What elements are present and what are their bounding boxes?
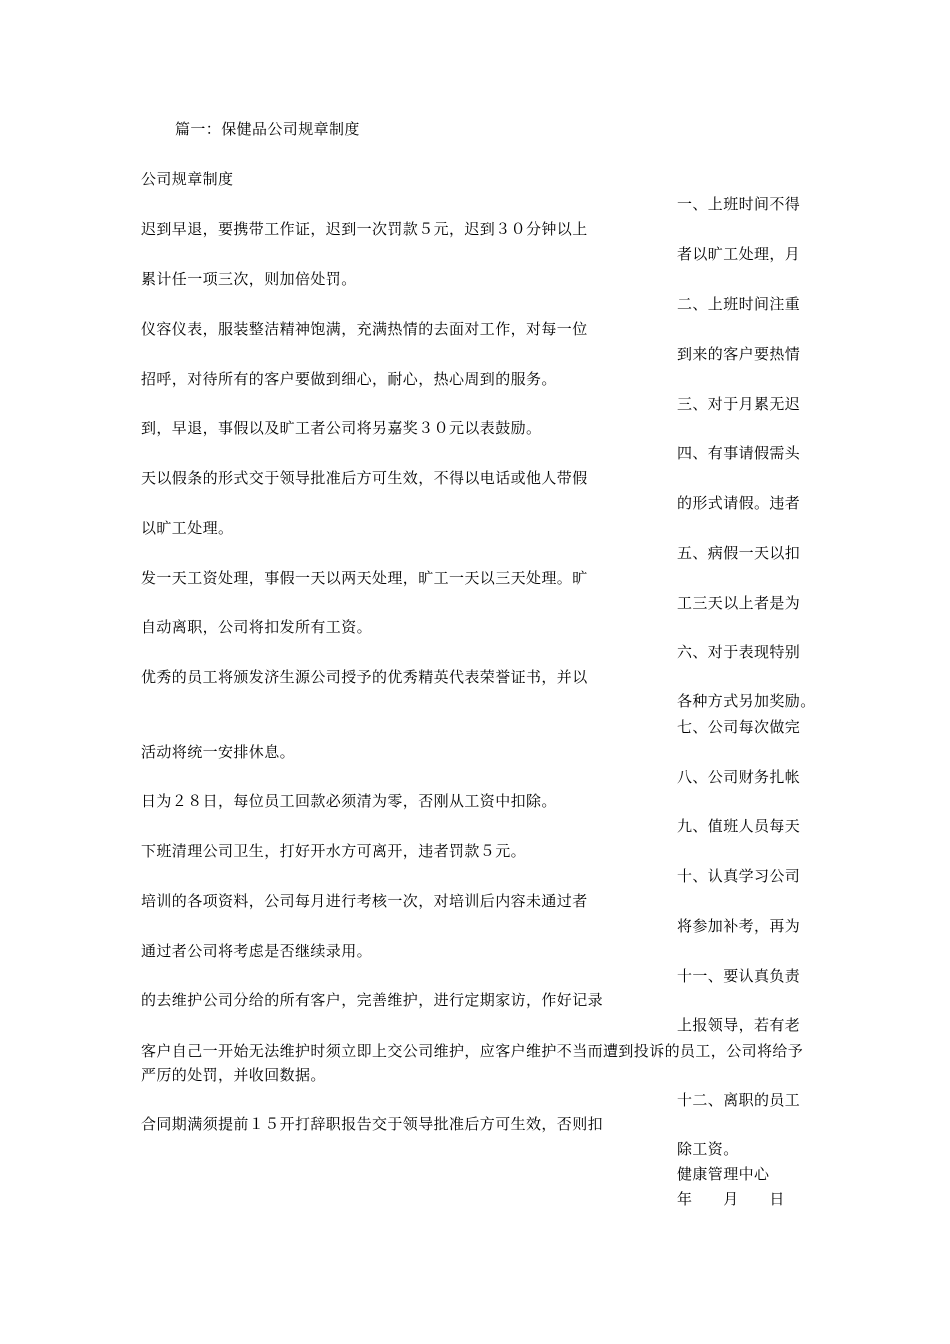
body-line: 招呼，对待所有的客户要做到细心，耐心，热心周到的服务。 bbox=[141, 370, 557, 388]
rule-line: 二、上班时间注重 bbox=[677, 295, 801, 313]
signature-date: 年 月 日 bbox=[677, 1190, 785, 1208]
body-line: 累计任一项三次，则加倍处罚。 bbox=[141, 270, 357, 288]
body-line: 自动离职，公司将扣发所有工资。 bbox=[141, 618, 373, 636]
body-line: 下班清理公司卫生，打好开水方可离开，违者罚款５元。 bbox=[141, 842, 527, 860]
body-line: 发一天工资处理，事假一天以两天处理，旷工一天以三天处理。旷 bbox=[141, 569, 588, 587]
rule-line: 除工资。 bbox=[677, 1140, 739, 1158]
rule-line: 四、有事请假需头 bbox=[677, 444, 801, 462]
rule-line: 三、对于月累无迟 bbox=[677, 395, 801, 413]
body-line: 仪容仪表，服装整洁精神饱满，充满热情的去面对工作，对每一位 bbox=[141, 320, 588, 338]
body-line: 的去维护公司分给的所有客户，完善维护，进行定期家访，作好记录 bbox=[141, 991, 604, 1009]
body-paragraph: 客户自己一开始无法维护时须立即上交公司维护，应客户维护不当而遭到投诉的员工，公司将给予严厉的处罚，并收回数据。 bbox=[141, 1042, 804, 1084]
body-line: 到，早退，事假以及旷工者公司将另嘉奖３０元以表鼓励。 bbox=[141, 419, 542, 437]
body-line: 迟到早退，要携带工作证，迟到一次罚款５元，迟到３０分钟以上 bbox=[141, 220, 588, 238]
rule-line: 十、认真学习公司 bbox=[677, 867, 801, 885]
rule-line: 上报领导，若有老 bbox=[677, 1016, 801, 1034]
signature-org: 健康管理中心 bbox=[677, 1165, 770, 1183]
rule-line: 七、公司每次做完 bbox=[677, 718, 801, 736]
body-line: 日为２８日，每位员工回款必须清为零，否刚从工资中扣除。 bbox=[141, 792, 557, 810]
body-line: 培训的各项资料，公司每月进行考核一次，对培训后内容未通过者 bbox=[141, 892, 588, 910]
document-heading: 篇一：保健品公司规章制度 bbox=[175, 120, 360, 138]
rule-line: 者以旷工处理，月 bbox=[677, 245, 801, 263]
rule-line: 工三天以上者是为 bbox=[677, 594, 801, 612]
rule-line: 十二、离职的员工 bbox=[677, 1091, 801, 1109]
rule-line: 五、病假一天以扣 bbox=[677, 544, 801, 562]
rule-line: 一、上班时间不得 bbox=[677, 195, 801, 213]
rule-line: 的形式请假。违者 bbox=[677, 494, 801, 512]
body-line: 活动将统一安排休息。 bbox=[141, 743, 296, 761]
body-line: 天以假条的形式交于领导批准后方可生效，不得以电话或他人带假 bbox=[141, 469, 588, 487]
document-subtitle: 公司规章制度 bbox=[141, 170, 234, 188]
rule-line: 将参加补考，再为 bbox=[677, 917, 801, 935]
rule-line: 六、对于表现特别 bbox=[677, 643, 801, 661]
body-line: 通过者公司将考虑是否继续录用。 bbox=[141, 942, 373, 960]
body-line: 优秀的员工将颁发济生源公司授予的优秀精英代表荣誉证书，并以 bbox=[141, 668, 588, 686]
rule-line: 十一、要认真负责 bbox=[677, 967, 801, 985]
rule-line: 到来的客户要热情 bbox=[677, 345, 801, 363]
body-line: 合同期满须提前１５开打辞职报告交于领导批准后方可生效，否则扣 bbox=[141, 1115, 604, 1133]
rule-line: 八、公司财务扎帐 bbox=[677, 768, 801, 786]
body-line: 以旷工处理。 bbox=[141, 519, 234, 537]
rule-line: 九、值班人员每天 bbox=[677, 817, 801, 835]
rule-line: 各种方式另加奖励。 bbox=[677, 692, 816, 710]
